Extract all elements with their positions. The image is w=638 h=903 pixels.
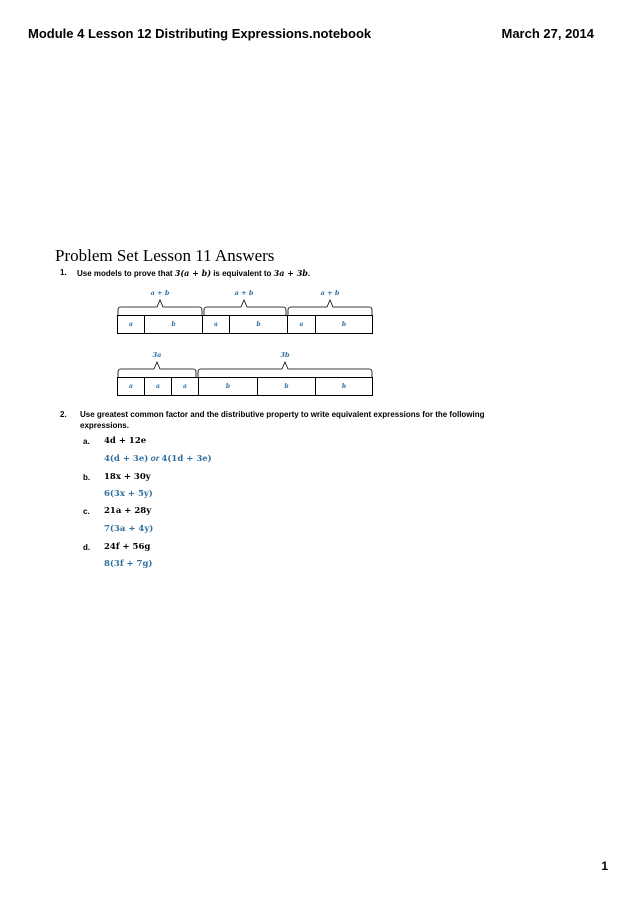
question-1-text-end: . <box>307 269 311 278</box>
part-a-answer <box>104 453 212 464</box>
page-heading: Problem Set Lesson 11 Answers <box>55 246 275 265</box>
model-1-label: a + b <box>150 289 170 297</box>
model-2-label: 3a <box>152 351 162 359</box>
page-number: 1 <box>601 859 608 873</box>
model-2-cell: b <box>199 378 258 395</box>
question-2-text-line-2: expressions. <box>80 421 129 430</box>
part-c-expression: 21a + 28y <box>104 506 152 516</box>
model-1-cell: b <box>145 316 203 333</box>
part-a-answer-1: 4(d + 3e) <box>104 454 149 464</box>
model-2-cell: a <box>172 378 199 395</box>
model-2-tape <box>117 377 373 396</box>
question-1-text-mid: is equivalent to <box>210 269 274 278</box>
model-2-cell: b <box>341 383 347 390</box>
model-1-cell: a <box>118 316 145 333</box>
question-1-expr-2: 3a + 3b <box>273 268 308 278</box>
part-a-letter: a. <box>83 437 90 446</box>
model-2-label: 3b <box>280 351 290 359</box>
question-2-number: 2. <box>60 410 67 419</box>
model-1-bracket <box>288 300 372 315</box>
model-1-label: a + b <box>320 289 340 297</box>
model-2-cell: a <box>118 378 145 395</box>
model-1-cell: b <box>230 316 288 333</box>
model-1-bracket <box>118 300 202 315</box>
model-1-cell: a <box>203 316 230 333</box>
part-a-answer-2: 4(1d + 3e) <box>161 454 212 464</box>
part-d-expression: 24f + 56g <box>104 542 151 552</box>
part-d-letter: d. <box>83 543 91 552</box>
question-1-number: 1. <box>60 268 67 277</box>
model-1-tape <box>117 315 373 334</box>
model-1-label: a + b <box>234 289 254 297</box>
notebook-date: March 27, 2014 <box>501 26 594 41</box>
question-1-text-pre: Use models to prove that <box>77 269 175 278</box>
model-2-bracket <box>118 362 196 377</box>
model-2-cell: a <box>145 378 172 395</box>
part-c-letter: c. <box>83 507 90 516</box>
model-1-cell: b <box>341 321 347 328</box>
question-2-text-line-1: Use greatest common factor and the distributive property to write equivalent expressions for the following <box>80 410 485 419</box>
notebook-title: Module 4 Lesson 12 Distributing Expressions.notebook <box>28 26 372 41</box>
question-1-expr-1: 3(a + b) <box>174 268 211 278</box>
part-b-letter: b. <box>83 473 91 482</box>
model-1-bracket <box>204 300 286 315</box>
model-2-cell: b <box>258 378 316 395</box>
part-a-expression: 4d + 12e <box>104 436 147 446</box>
model-1-cell: a <box>288 316 316 333</box>
part-c-answer: 7(3a + 4y) <box>104 524 154 534</box>
part-b-expression: 18x + 30y <box>104 472 151 482</box>
part-a-answer-or: or <box>148 453 162 463</box>
part-d-answer: 8(3f + 7g) <box>104 559 153 569</box>
model-2-bracket <box>198 362 372 377</box>
part-b-answer: 6(3x + 5y) <box>104 489 153 499</box>
